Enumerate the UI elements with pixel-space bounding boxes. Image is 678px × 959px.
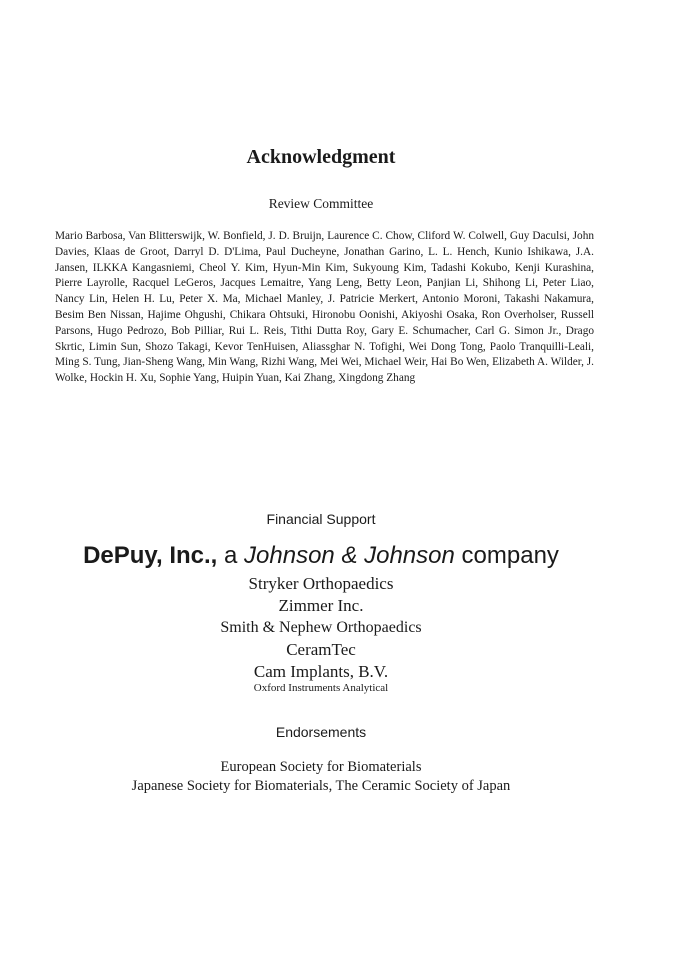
sponsor-ceramtec: CeramTec — [286, 640, 356, 659]
lead-sponsor-parent: Johnson & Johnson — [244, 542, 455, 569]
review-committee-heading: Review Committee — [268, 196, 374, 211]
endorsement-european-society: European Society for Biomaterials — [220, 759, 422, 775]
lead-sponsor-suffix: company — [454, 542, 559, 569]
endorsement-japanese-societies: Japanese Society for Biomaterials, The Ceramic Society of Japan — [131, 778, 511, 794]
lead-sponsor-line — [0, 542, 660, 570]
page-title: Acknowledgment — [246, 146, 396, 168]
lead-sponsor-connector: a — [217, 542, 245, 569]
sponsor-cam-implants: Cam Implants, B.V. — [253, 662, 389, 681]
lead-sponsor-brand: DePuy, Inc., — [83, 542, 218, 569]
financial-support-heading: Financial Support — [266, 511, 376, 527]
sponsor-smith-nephew: Smith & Nephew Orthopaedics — [220, 619, 422, 636]
sponsor-stryker: Stryker Orthopaedics — [248, 574, 394, 593]
endorsements-heading: Endorsements — [275, 724, 367, 740]
review-committee-names: Mario Barbosa, Van Blitterswijk, W. Bonfield, J. D. Bruijn, Laurence C. Chow, Cliford W. Colwell, Guy Daculsi, John Davies, Klaas de Groot, Darryl D. D'Lima, Paul Ducheyne, Jonathan Garino, L. L. Hench, Kunio Ishikawa, J.A. Jansen, ILKKA Kangasniemi, Cheol Y. Kim, Hyun-Min Kim, Sukyoung Kim, Tadashi Kokubo, Kenji Kurashina, Pierre Layrolle, Racquel LeGeros, Jacques Lemaitre, Yang Leng, Betty Leon, Panjian Li, Shihong Li, Peter Liao, Nancy Lin, Helen H. Lu, Peter X. Ma, Michael Manley, J. Patricie Merkert, Antonio Moroni, Takashi Nakamura, Besim Ben Nissan, Hajime Ohgushi, Chikara Ohtsuki, Hironobu Oonishi, Akiyoshi Osaka, Ron Overholser, Russell Parsons, Hugo Pedrozo, Bob Pilliar, Rui L. Reis, Tithi Dutta Roy, Gary E. Schumacher, Carl G. Simon Jr., Drago Skrtic, Limin Sun, Shozo Takagi, Kevor TenHuisen, Aliassghar N. Tofighi, Wei Dong Tong, Paolo Tranquilli-Leali, Ming S. Tung, Jian-Sheng Wang, Min Wang, Rizhi Wang, Mei Wei, Michael Weir, Hai Bo Wen, Elizabeth A. Wilder, J. Wolke, Hockin H. Xu, Sophie Yang, Huipin Yuan, Kai Zhang, Xingdong Zhang — [55, 230, 594, 385]
sponsor-oxford-instruments: Oxford Instruments Analytical — [253, 682, 389, 694]
sponsor-zimmer: Zimmer Inc. — [278, 596, 364, 615]
